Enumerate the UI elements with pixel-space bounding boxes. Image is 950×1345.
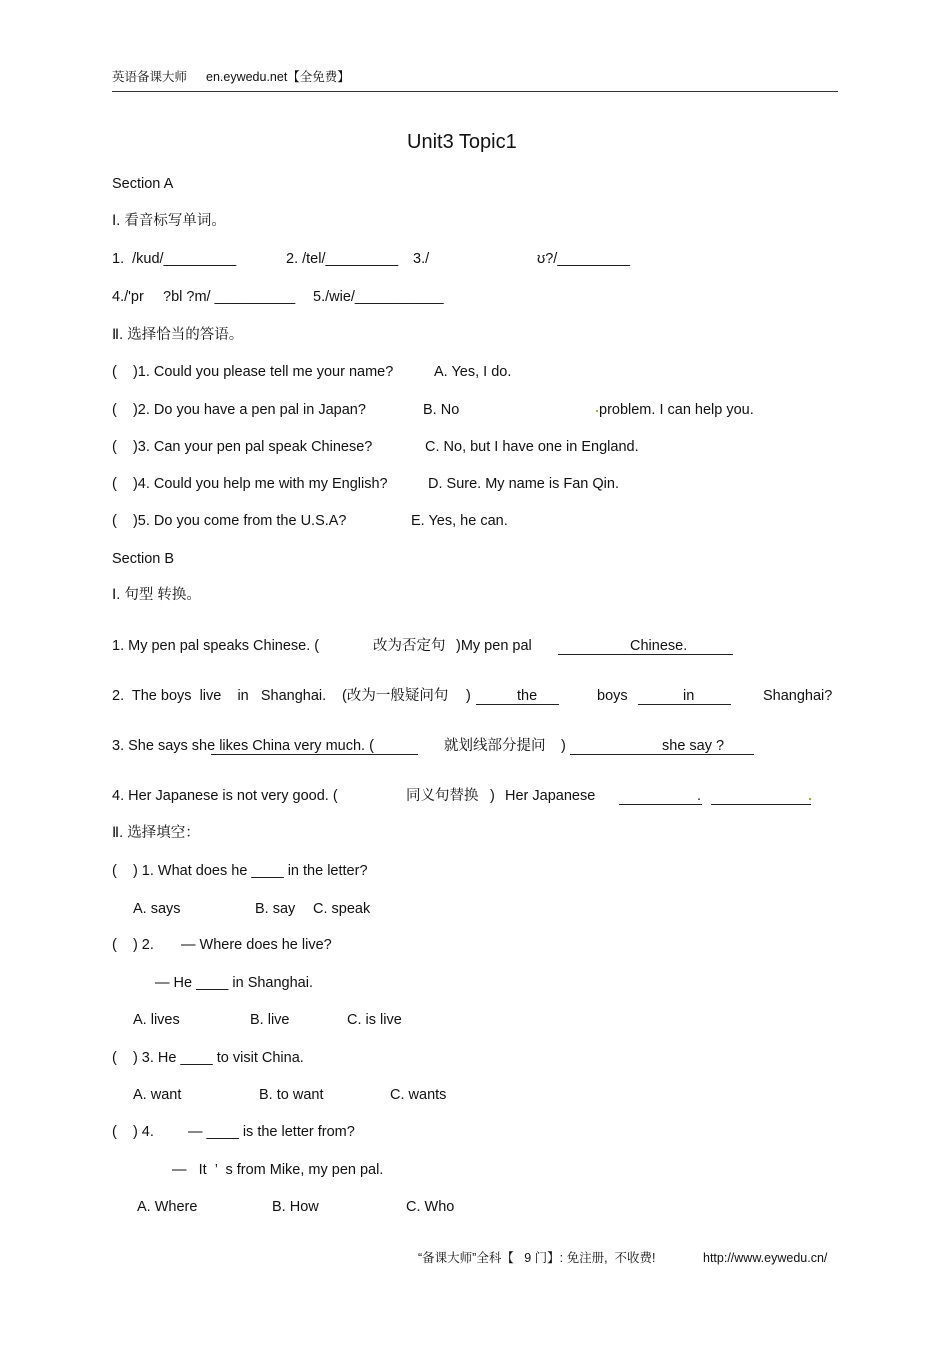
match-question-3: ( )3. Can your pen pal speak Chinese? xyxy=(112,439,373,455)
phonetic-item-3-tail: ʊ?/_________ xyxy=(537,251,630,267)
match-question-1: ( )1. Could you please tell me your name? xyxy=(112,364,394,380)
mc-q4-option-b: B. How xyxy=(272,1199,319,1215)
mc-q3-option-a: A. want xyxy=(133,1087,182,1103)
transform-4-stem: 4. Her Japanese is not very good. ( xyxy=(112,788,338,804)
transform-2-instruction: (改为一般疑问句 xyxy=(342,688,449,704)
mc-q4-line-1: — ____ is the letter from? xyxy=(188,1124,355,1140)
section-b-part1-heading: Ⅰ. 句型 转换。 xyxy=(112,587,201,603)
match-question-5: ( )5. Do you come from the U.S.A? xyxy=(112,513,347,529)
section-a-part2-heading: Ⅱ. 选择恰当的答语。 xyxy=(112,327,244,343)
transform-4-paren: ) xyxy=(490,788,495,804)
transform-4-prefix: Her Japanese xyxy=(505,788,596,804)
mc-q4-option-c: C. Who xyxy=(406,1199,455,1215)
stray-dot xyxy=(596,410,598,412)
phonetic-item-4-tail: ?bl ?m/ __________ xyxy=(163,289,296,305)
mc-q3-option-c: C. wants xyxy=(390,1087,447,1103)
transform-3-underline xyxy=(211,754,418,755)
mc-q1-option-a: A. says xyxy=(133,901,181,917)
phonetic-item-4: 4./'pr xyxy=(112,289,144,305)
mc-question-2: ( ) 2. xyxy=(112,937,154,953)
mc-q4-line-2: — It ’ s from Mike, my pen pal. xyxy=(172,1162,384,1178)
header-brand: 英语备课大师 xyxy=(112,70,188,84)
transform-2-the: the xyxy=(517,688,538,704)
match-question-4: ( )4. Could you help me with my English? xyxy=(112,476,388,492)
transform-3-instruction: 就划线部分提问 xyxy=(444,738,546,754)
transform-2-paren: ) xyxy=(466,688,471,704)
mc-q2-line-1: — Where does he live? xyxy=(181,937,332,953)
transform-4-instruction: 同义句替换 xyxy=(406,788,479,804)
mc-question-3: ( ) 3. He ____ to visit China. xyxy=(112,1050,304,1066)
phonetic-item-2: 2. /tel/_________ xyxy=(286,251,399,267)
transform-2-shanghai: Shanghai? xyxy=(763,688,833,704)
phonetic-item-5: 5./wie/___________ xyxy=(313,289,444,305)
mc-question-1: ( ) 1. What does he ____ in the letter? xyxy=(112,863,368,879)
transform-1-end: Chinese. xyxy=(630,638,688,654)
phonetic-item-1: 1. /kud/_________ xyxy=(112,251,237,267)
mc-q1-option-b: B. say xyxy=(255,901,296,917)
transform-2-in: in xyxy=(683,688,695,704)
transform-1-stem: 1. My pen pal speaks Chinese. ( xyxy=(112,638,320,654)
header-site: en.eywedu.net【全免费】 xyxy=(206,70,350,84)
mc-q4-option-a: A. Where xyxy=(137,1199,198,1215)
match-answer-c: C. No, but I have one in England. xyxy=(425,439,639,455)
mc-q1-option-c: C. speak xyxy=(313,901,371,917)
section-b-heading: Section B xyxy=(112,551,175,567)
stray-dot-2 xyxy=(809,798,811,800)
transform-2-boys: boys xyxy=(597,688,628,704)
mc-q3-option-b: B. to want xyxy=(259,1087,324,1103)
section-a-part1-heading: Ⅰ. 看音标写单词。 xyxy=(112,213,226,229)
match-answer-b: B. No xyxy=(423,402,460,418)
transform-1-instruction: 改为否定句 xyxy=(373,638,446,654)
match-answer-b-tail: problem. I can help you. xyxy=(599,402,754,418)
mc-q2-line-2: — He ____ in Shanghai. xyxy=(155,975,313,991)
transform-4-dot: . xyxy=(697,788,702,804)
mc-q2-option-c: C. is live xyxy=(347,1012,402,1028)
phonetic-item-3: 3./ xyxy=(413,251,430,267)
mc-q2-option-b: B. live xyxy=(250,1012,290,1028)
page-title: Unit3 Topic1 xyxy=(407,131,517,153)
match-answer-d: D. Sure. My name is Fan Qin. xyxy=(428,476,619,492)
header-rule xyxy=(112,91,838,92)
mc-q2-option-a: A. lives xyxy=(133,1012,180,1028)
transform-3-stem: 3. She says she likes China very much. ( xyxy=(112,738,374,754)
match-answer-e: E. Yes, he can. xyxy=(411,513,508,529)
section-b-part2-heading: Ⅱ. 选择填空： xyxy=(112,825,200,841)
section-a-heading: Section A xyxy=(112,176,174,192)
transform-4-blank-1 xyxy=(619,804,702,805)
footer-text: “备课大师”全科【 9 门】: 免注册, 不收费! xyxy=(418,1251,656,1265)
mc-question-4: ( ) 4. xyxy=(112,1124,154,1140)
match-question-2: ( )2. Do you have a pen pal in Japan? xyxy=(112,402,366,418)
transform-3-end: she say ? xyxy=(662,738,725,754)
transform-4-blank-2 xyxy=(711,804,811,805)
match-answer-a: A. Yes, I do. xyxy=(434,364,512,380)
transform-3-paren: ) xyxy=(561,738,566,754)
footer-url[interactable]: http://www.eywedu.cn/ xyxy=(703,1251,828,1265)
transform-2-stem: 2. The boys live in Shanghai. xyxy=(112,688,327,704)
transform-1-prefix: )My pen pal xyxy=(456,638,532,654)
